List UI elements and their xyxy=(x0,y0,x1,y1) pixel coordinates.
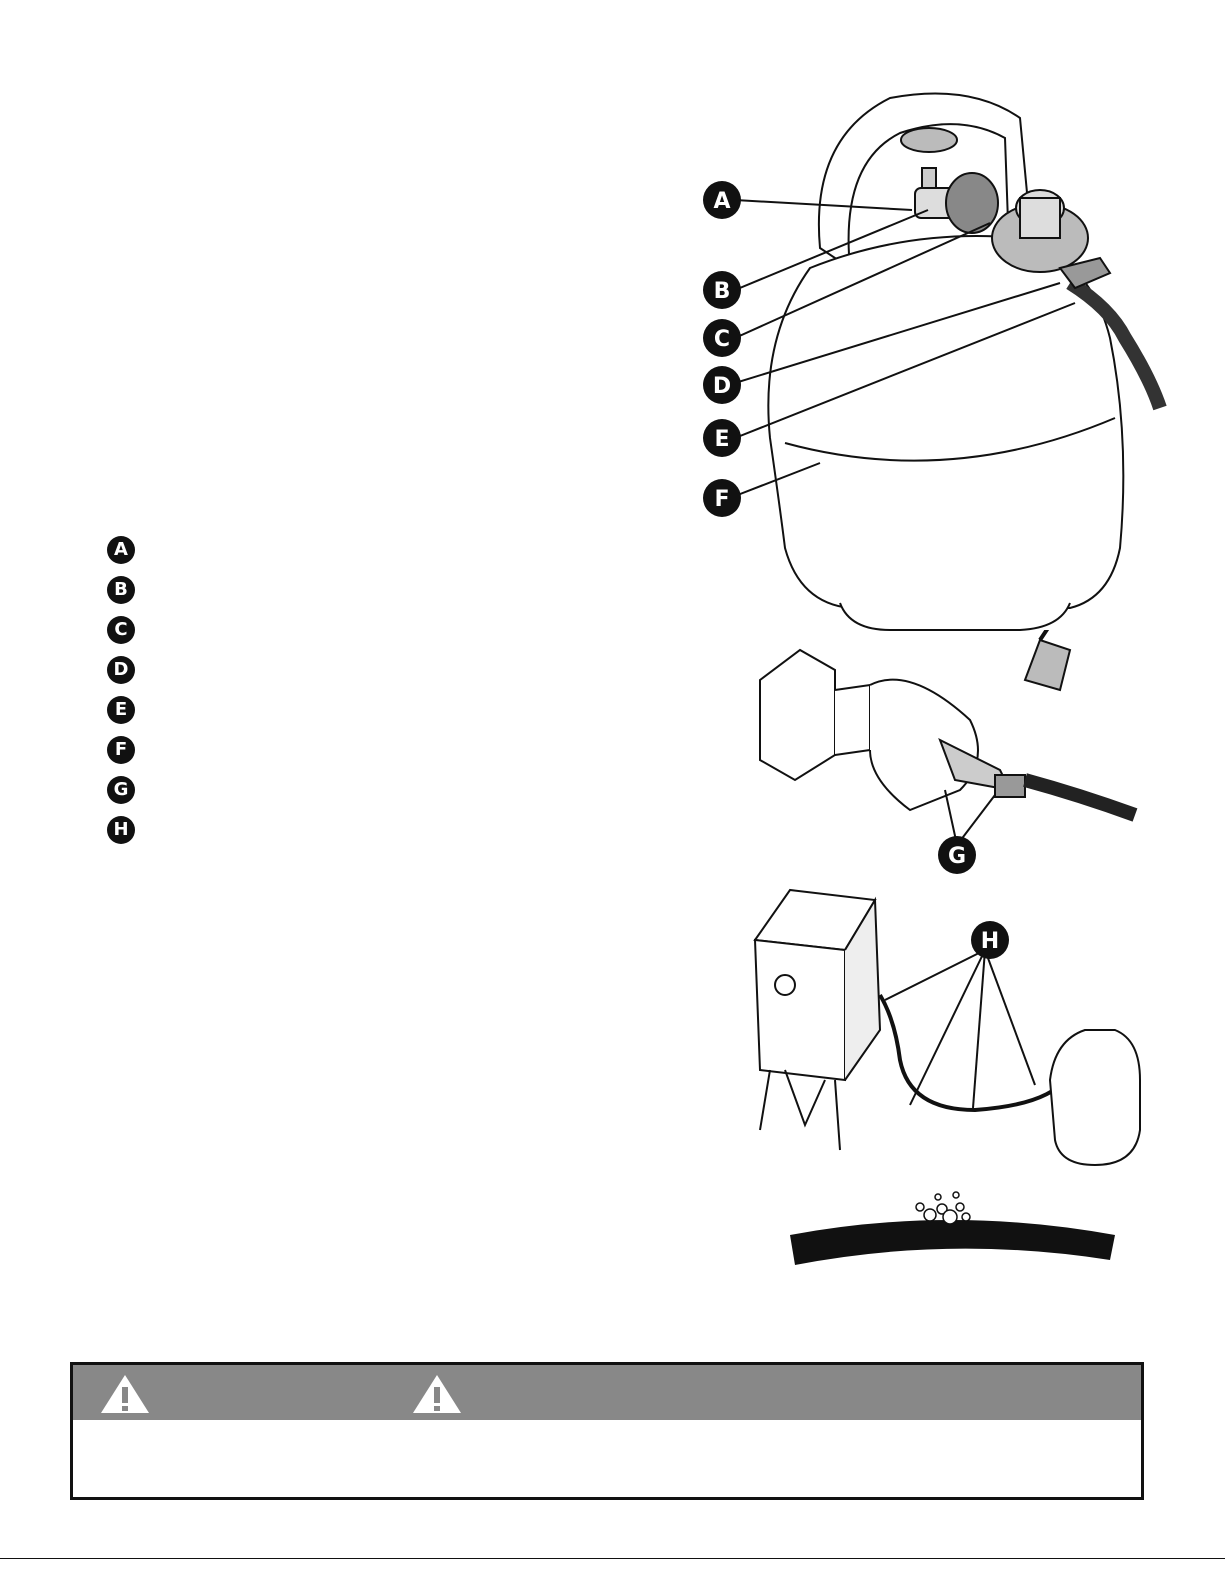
fryer-hose-illustration xyxy=(745,880,1165,1180)
letter-badge: A xyxy=(107,536,135,564)
callout-f xyxy=(703,479,741,517)
svg-text:B: B xyxy=(713,279,731,304)
warning-triangle-icon xyxy=(411,1373,463,1415)
svg-text:H: H xyxy=(980,929,1000,954)
legend-item xyxy=(107,774,627,814)
parts-legend xyxy=(107,534,627,854)
svg-text:D: D xyxy=(712,374,732,399)
hose-bubbles-illustration xyxy=(780,1185,1125,1275)
warning-box xyxy=(70,1362,1144,1500)
burner-fitting-illustration xyxy=(740,630,1140,880)
svg-text:C: C xyxy=(713,327,731,352)
callout-d xyxy=(703,366,741,404)
callout-a xyxy=(703,181,741,219)
callout-h xyxy=(971,921,1009,959)
letter-badge: D xyxy=(107,656,135,684)
callout-c xyxy=(703,319,741,357)
callout-b xyxy=(703,271,741,309)
callout-e xyxy=(703,419,741,457)
propane-tank-illustration xyxy=(690,78,1210,638)
warning-triangle-icon xyxy=(99,1373,151,1415)
svg-text:G: G xyxy=(947,844,967,869)
svg-text:F: F xyxy=(714,487,730,512)
warning-header xyxy=(73,1365,1141,1420)
legend-item xyxy=(107,574,627,614)
legend-item xyxy=(107,654,627,694)
legend-item xyxy=(107,814,627,854)
footer-divider xyxy=(0,1558,1225,1559)
legend-item xyxy=(107,734,627,774)
letter-badge: H xyxy=(107,816,135,844)
callout-g xyxy=(938,836,976,874)
legend-item xyxy=(107,534,627,574)
legend-item xyxy=(107,614,627,654)
svg-text:E: E xyxy=(714,427,730,452)
svg-text:A: A xyxy=(713,189,731,214)
legend-item xyxy=(107,694,627,734)
letter-badge: E xyxy=(107,696,135,724)
letter-badge: F xyxy=(107,736,135,764)
letter-badge: C xyxy=(107,616,135,644)
letter-badge: G xyxy=(107,776,135,804)
letter-badge: B xyxy=(107,576,135,604)
